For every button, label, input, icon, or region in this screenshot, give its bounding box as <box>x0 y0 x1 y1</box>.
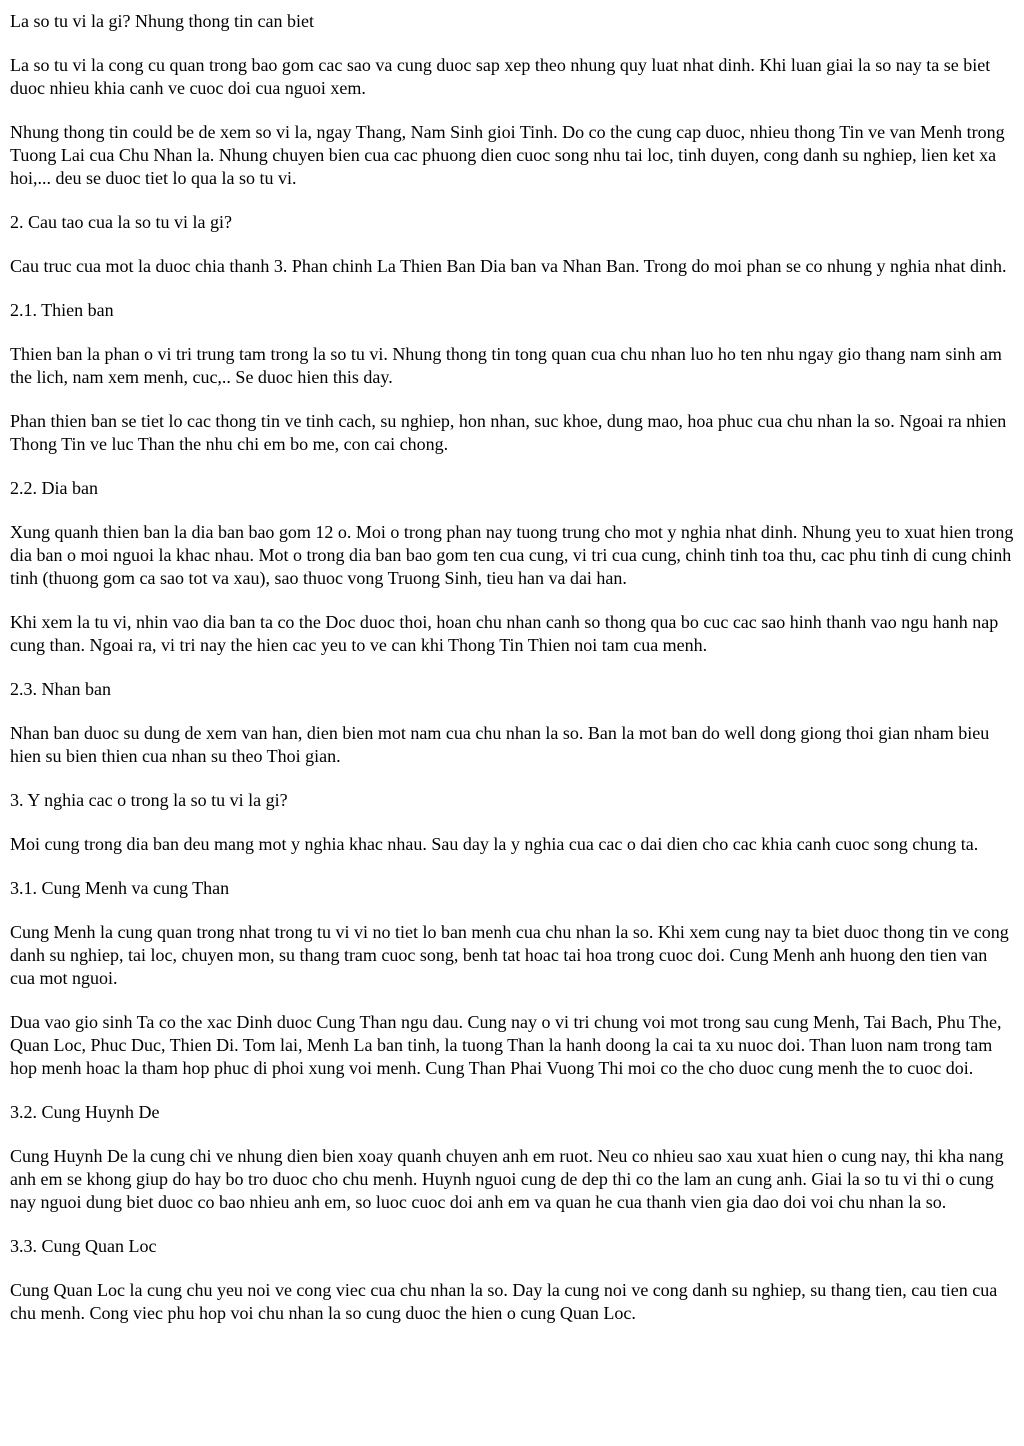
heading-section-3-3: 3.3. Cung Quan Loc <box>10 1236 157 1256</box>
paragraph-quan-loc: Cung Quan Loc la cung chu yeu noi ve cong viec cua chu nhan la so. Day la cung noi ve cong danh su nghiep, su thang tien, cau tien cua chu menh. Cong viec phu hop voi chu nhan la so cung duoc the hien o cung Quan Loc. <box>10 1280 998 1323</box>
paragraph-intro: La so tu vi la cong cu quan trong bao gom cac sao va cung duoc sap xep theo nhung quy luat nhat dinh. Khi luan giai la so nay ta se biet duoc nhieu khia canh ve cuoc doi cua nguoi xem. <box>10 55 991 98</box>
heading-section-2-3: 2.3. Nhan ban <box>10 679 111 699</box>
paragraph-dia-ban-1: Xung quanh thien ban la dia ban bao gom 12 o. Moi o trong phan nay tuong trung cho mot y nghia nhat dinh. Nhung yeu to xuat hien trong dia ban o moi nguoi la khac nhau. Mot o trong dia ban bao gom ten cua cung, vi tri cua cung, chinh tinh toa thu, cac phu tinh di cung chinh tinh (thuong gom ca sao tot va xau), sao thuoc vong Truong Sinh, tieu han va dai han. <box>10 522 1014 588</box>
paragraph-thien-ban-1: Thien ban la phan o vi tri trung tam trong la so tu vi. Nhung thong tin tong quan cua chu nhan luo ho ten nhu ngay gio thang nam sinh am the lich, nam xem menh, cuc,.. Se duoc hien this day. <box>10 344 1002 387</box>
paragraph-meaning: Moi cung trong dia ban deu mang mot y nghia khac nhau. Sau day la y nghia cua cac o dai dien cho cac khia canh cuoc song chung ta. <box>10 834 979 854</box>
paragraph-cung-menh-1: Cung Menh la cung quan trong nhat trong tu vi vi no tiet lo ban menh cua chu nhan la so. Khi xem cung nay ta biet duoc thong tin ve cong danh su nghiep, tai loc, chuyen mon, su thang tram cuoc song, benh tat hoac tai hoa trong cuoc doi. Cung Menh anh huong den tien van cua mot nguoi. <box>10 922 1009 988</box>
heading-section-2-2: 2.2. Dia ban <box>10 478 98 498</box>
paragraph-dia-ban-2: Khi xem la tu vi, nhin vao dia ban ta co the Doc duoc thoi, hoan chu nhan canh so thong qua bo cuc cac sao hinh thanh vao ngu hanh nap cung than. Ngoai ra, vi tri nay the hien cac yeu to ve can khi Thong Tin Thien noi tam cua menh. <box>10 612 999 655</box>
paragraph-huynh-de: Cung Huynh De la cung chi ve nhung dien bien xoay quanh chuyen anh em ruot. Neu co nhieu sao xau xuat hien o cung nay, thi kha nang anh em se khong giup do hay bo tro duoc cho chu menh. Huynh nguoi cung de dep thi co the lam an cung anh. Giai la so tu vi thi o cung nay nguoi dung biet duoc co bao nhieu anh em, so luoc cuoc doi anh em va quan he cua thanh vien gia dao doi voi chu nhan la so. <box>10 1146 1004 1212</box>
heading-section-3-2: 3.2. Cung Huynh De <box>10 1102 160 1122</box>
heading-section-2-1: 2.1. Thien ban <box>10 300 114 320</box>
document-title: La so tu vi la gi? Nhung thong tin can biet <box>10 11 314 31</box>
paragraph-nhan-ban: Nhan ban duoc su dung de xem van han, dien bien mot nam cua chu nhan la so. Ban la mot ban do well dong giong thoi gian nham bieu hien su bien thien cua nhan su theo Thoi gian. <box>10 723 990 766</box>
paragraph-info: Nhung thong tin could be de xem so vi la, ngay Thang, Nam Sinh gioi Tinh. Do co the cung cap duoc, nhieu thong Tin ve van Menh trong Tuong Lai cua Chu Nhan la. Nhung chuyen bien cua cac phuong dien cuoc song nhu tai loc, tinh duyen, cong danh su nghiep, lien ket xa hoi,... deu se duoc tiet lo qua la so tu vi. <box>10 122 1005 188</box>
paragraph-cung-menh-2: Dua vao gio sinh Ta co the xac Dinh duoc Cung Than ngu dau. Cung nay o vi tri chung voi mot trong sau cung Menh, Tai Bach, Phu The, Quan Loc, Phuc Duc, Thien Di. Tom lai, Menh La ban tinh, la tuong Than la hanh doong la cai ta xu nuoc doi. Than luon nam trong tam hop menh hoac la tham hop phuc di phoi xung voi menh. Cung Than Phai Vuong Thi moi co the cho duoc cung menh the to cuoc doi. <box>10 1012 1002 1078</box>
paragraph-structure: Cau truc cua mot la duoc chia thanh 3. Phan chinh La Thien Ban Dia ban va Nhan Ban. Trong do moi phan se co nhung y nghia nhat dinh. <box>10 256 1007 276</box>
heading-section-3: 3. Y nghia cac o trong la so tu vi la gi? <box>10 790 288 810</box>
paragraph-thien-ban-2: Phan thien ban se tiet lo cac thong tin ve tinh cach, su nghiep, hon nhan, suc khoe, dung mao, hoa phuc cua chu nhan la so. Ngoai ra nhien Thong Tin ve luc Than the nhu chi em bo me, con cai chong. <box>10 411 1007 454</box>
heading-section-3-1: 3.1. Cung Menh va cung Than <box>10 878 230 898</box>
heading-section-2: 2. Cau tao cua la so tu vi la gi? <box>10 212 232 232</box>
